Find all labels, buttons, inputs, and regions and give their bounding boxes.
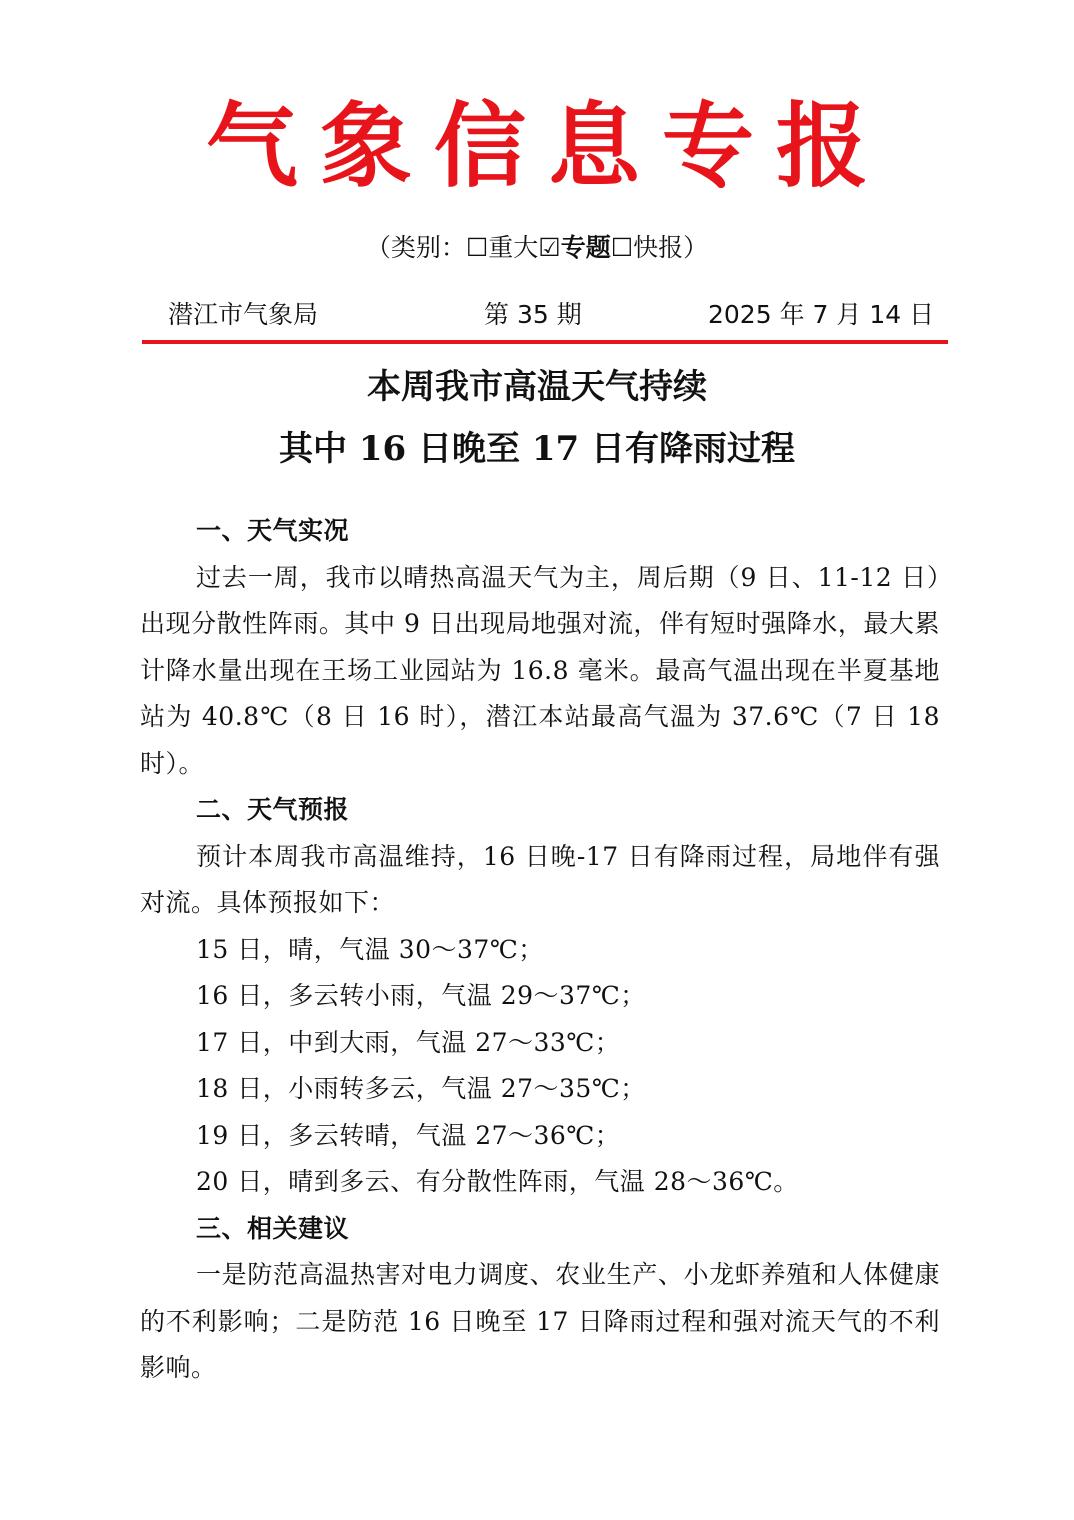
forecast-line: 20 日，晴到多云、有分散性阵雨，气温 28～36℃。 bbox=[196, 1167, 799, 1196]
category-option-flash: 快报 bbox=[633, 233, 684, 262]
forecast-line: 16 日，多云转小雨，气温 29～37℃； bbox=[196, 981, 646, 1010]
masthead-title: 气象信息专报 bbox=[205, 93, 890, 200]
section-heading-forecast: 二、天气预报 bbox=[196, 795, 350, 824]
section-heading-advice: 三、相关建议 bbox=[196, 1213, 350, 1243]
forecast-paragraph: 预计本周我市高温维持，16 日晚-17 日有降雨过程，局地伴有强对流。具体预报如下： bbox=[140, 841, 940, 917]
headline-line-2: 其中 16 日晚至 17 日有降雨过程 bbox=[279, 429, 795, 469]
checkbox-unchecked-icon: ☐ bbox=[465, 233, 489, 262]
category-open: （类别： bbox=[365, 233, 466, 262]
forecast-line: 17 日，中到大雨，气温 27～33℃； bbox=[196, 1027, 621, 1057]
report-body bbox=[140, 508, 940, 1392]
category-option-special: 专题 bbox=[560, 233, 611, 262]
forecast-line: 15 日，晴，气温 30～37℃； bbox=[196, 934, 544, 964]
observation-paragraph: 过去一周，我市以晴热高温天气为主，周后期（9 日、11-12 日）出现分散性阵雨。其中 9 日出现局地强对流，伴有短时强降水，最大累计降水量出现在王场工业园站为 16.8 毫米。最高气温出现在半夏基地站为 40.8℃（8 日 16 时），潜江本站最高气温为 37.6℃（7 日 18 时）。 bbox=[140, 562, 940, 778]
checkbox-checked-icon: ☑ bbox=[538, 233, 561, 262]
header-divider bbox=[142, 340, 948, 344]
headline-line-1: 本周我市高温天气持续 bbox=[367, 367, 707, 407]
forecast-line: 18 日，小雨转多云，气温 27～35℃； bbox=[196, 1074, 646, 1103]
issue-number: 第 35 期 bbox=[484, 300, 582, 329]
category-close: ） bbox=[683, 233, 709, 262]
issue-date: 2025 年 7 月 14 日 bbox=[708, 300, 935, 329]
category-line bbox=[0, 230, 1074, 266]
category-option-major: 重大 bbox=[488, 233, 539, 262]
section-heading-observation: 一、天气实况 bbox=[196, 516, 350, 545]
advice-paragraph: 一是防范高温热害对电力调度、农业生产、小龙虾养殖和人体健康的不利影响；二是防范 16 日晚至 17 日降雨过程和强对流天气的不利影响。 bbox=[140, 1260, 940, 1382]
checkbox-unchecked-icon: ☐ bbox=[610, 233, 634, 262]
issuing-agency: 潜江市气象局 bbox=[168, 300, 319, 329]
forecast-line: 19 日，多云转晴，气温 27～36℃； bbox=[196, 1120, 621, 1150]
